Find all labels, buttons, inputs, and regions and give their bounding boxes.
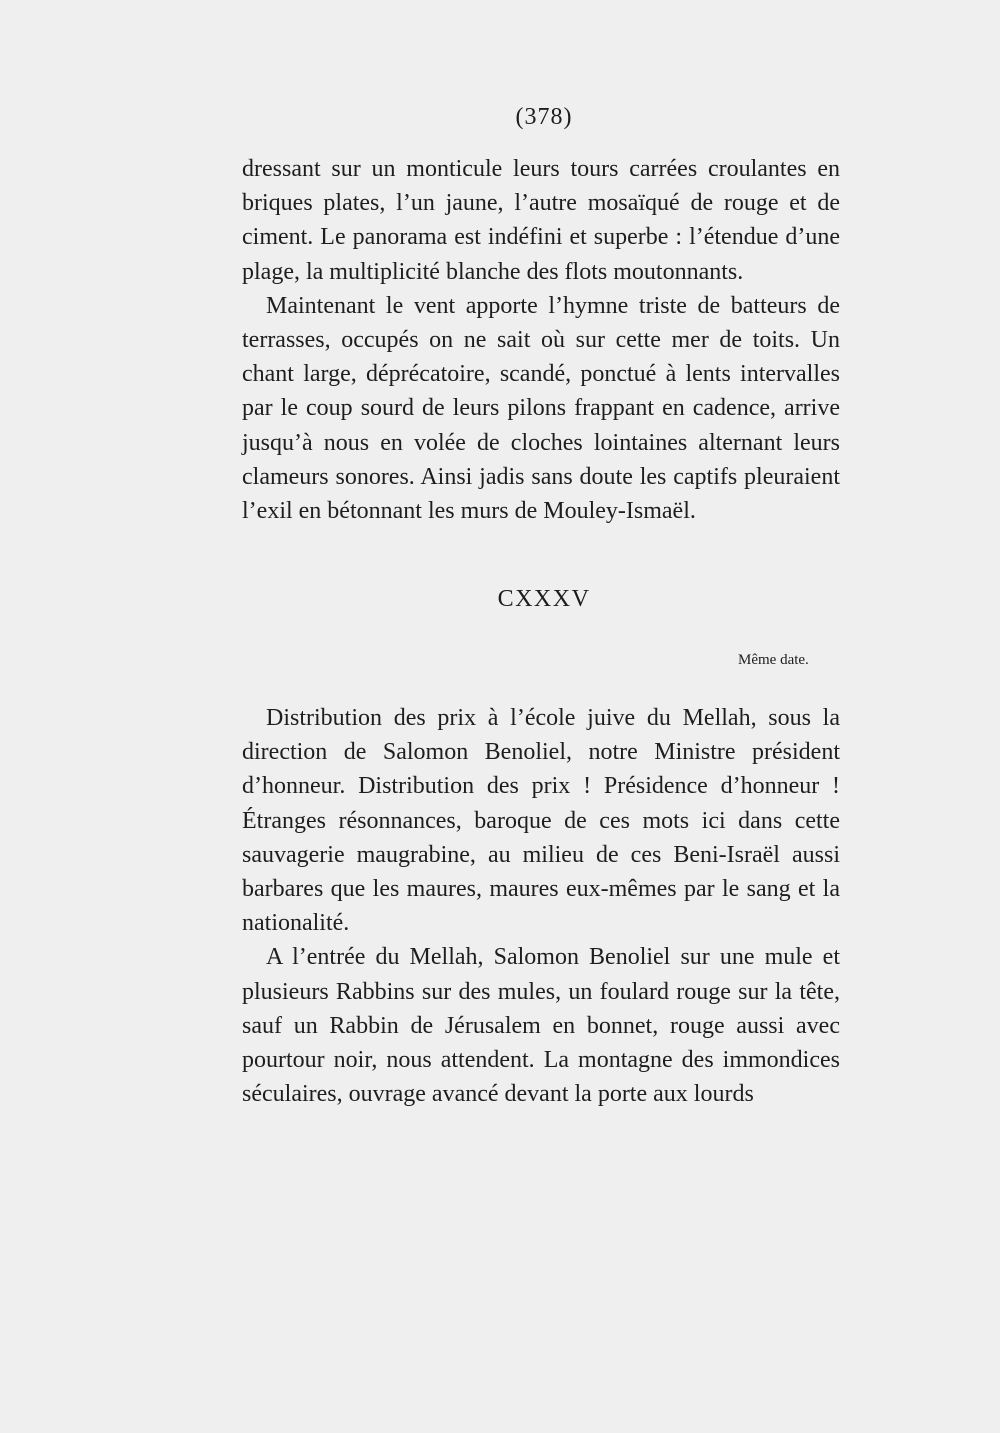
chapter-date: Même date. [738, 652, 809, 668]
paragraph: A l’entrée du Mellah, Salomon Benoliel sur une mule et plusieurs Rabbins sur des mules, un foulard rouge sur la tête, sauf un Rabbin de Jérusalem en bonnet, rouge aussi avec pourtour noir, nous attendent. La montagne des immondices séculaires, ouvrage avancé devant la porte aux lourds [242, 944, 840, 1108]
page-number: (378) [515, 104, 573, 130]
paragraph: Maintenant le vent apporte l’hymne triste de batteurs de terrasses, occupés on ne sait où sur cette mer de toits. Un chant large, déprécatoire, scandé, ponctué à lents intervalles par le coup sourd de leurs pilons frappant en cadence, arrive jusqu’à nous en volée de cloches lointaines alternant leurs clameurs sonores. Ainsi jadis sans doute les captifs pleuraient l’exil en bétonnant les murs de Mouley-Ismaël. [242, 292, 840, 525]
paragraph: dressant sur un monticule leurs tours carrées croulantes en briques plates, l’un jaune, l’autre mosaïqué de rouge et de ciment. Le panorama est indéfini et superbe : l’étendue d’une plage, la multiplicité blanche des flots moutonnants. [242, 156, 840, 285]
text-block-top [242, 152, 840, 528]
paragraph: Distribution des prix à l’école juive du Mellah, sous la direction de Salomon Benoliel, notre Ministre président d’honneur. Distribution des prix ! Présidence d’honneur ! Étranges résonnances, baroque de ces mots ici dans cette sauvagerie maugrabine, au milieu de ces Beni-Israël aussi barbares que les maures, maures eux-mêmes par le sang et la nationalité. [242, 705, 840, 937]
chapter-heading: CXXXV [497, 586, 591, 612]
text-block-bottom [242, 701, 840, 1111]
